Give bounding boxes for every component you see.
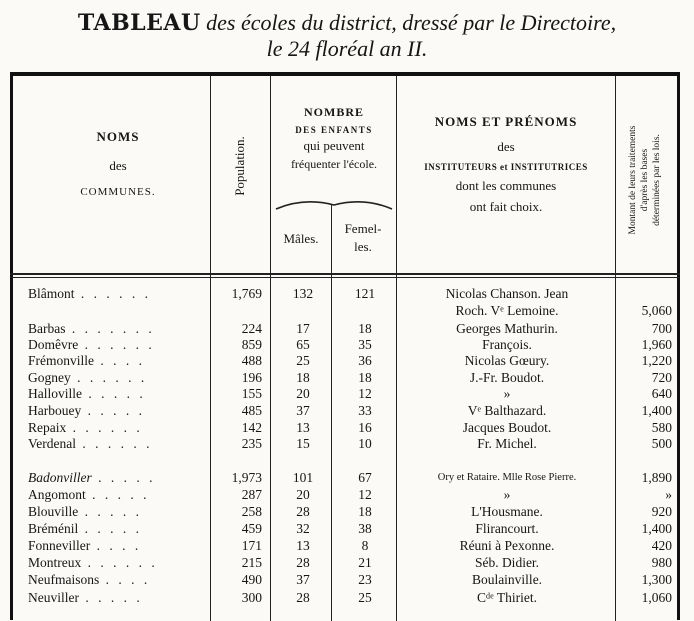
commune-cell bbox=[28, 436, 206, 452]
table-row bbox=[0, 590, 694, 606]
commune-name: Harbouey bbox=[28, 403, 82, 418]
instituteurs-cell: François. bbox=[482, 337, 532, 352]
population-cell: 215 bbox=[241, 555, 262, 570]
commune-cell bbox=[28, 572, 206, 588]
header-communes-line: des bbox=[109, 157, 127, 173]
montant-cell: 1,400 bbox=[641, 403, 672, 418]
montant-cell: 720 bbox=[651, 370, 672, 385]
leader-dots: . . . . bbox=[94, 353, 145, 368]
montant-cell: 1,890 bbox=[641, 470, 672, 485]
leader-dots: . . . . . bbox=[81, 403, 145, 418]
montant-cell: 1,220 bbox=[641, 353, 672, 368]
table-row bbox=[0, 538, 694, 554]
leader-dots: . . . . . bbox=[82, 386, 146, 401]
leader-dots: . . . . . . bbox=[70, 370, 148, 385]
leader-dots: . . . . . . bbox=[66, 420, 143, 435]
males-cell: 20 bbox=[296, 487, 310, 502]
instituteurs-cell: Georges Mathurin. bbox=[456, 321, 558, 336]
commune-name: Verdenal bbox=[28, 436, 76, 451]
population-cell: 459 bbox=[241, 521, 262, 536]
commune-cell bbox=[28, 555, 206, 571]
commune-cell bbox=[28, 521, 206, 537]
header-nombre bbox=[272, 106, 396, 172]
population-cell: 171 bbox=[241, 538, 262, 553]
montant-cell: 1,960 bbox=[641, 337, 672, 352]
males-cell: 28 bbox=[296, 555, 310, 570]
femelles-cell: 12 bbox=[358, 487, 372, 502]
table-row bbox=[0, 286, 694, 302]
leader-dots: . . . . bbox=[90, 538, 142, 553]
header-femelles bbox=[332, 222, 394, 255]
males-cell: 28 bbox=[296, 590, 310, 605]
males-cell: 65 bbox=[296, 337, 310, 352]
instituteurs-cell: L'Housmane. bbox=[471, 504, 543, 519]
title-bold: TABLEAU bbox=[77, 10, 201, 36]
header-femelles-line: Femel- bbox=[344, 221, 382, 236]
leader-dots: . . . . . . bbox=[75, 436, 153, 451]
table-row bbox=[0, 337, 694, 353]
header-population: Population. bbox=[232, 136, 247, 196]
table-row bbox=[0, 403, 694, 419]
instituteurs-cell: Boulainville. bbox=[471, 572, 543, 587]
femelles-cell: 25 bbox=[358, 590, 372, 605]
montant-cell: 980 bbox=[651, 555, 672, 570]
header-nombre-line: fréquenter l'école. bbox=[290, 157, 378, 172]
commune-cell bbox=[28, 470, 206, 486]
males-cell: 37 bbox=[296, 572, 310, 587]
femelles-cell: 18 bbox=[358, 370, 372, 385]
montant-cell: 1,400 bbox=[641, 521, 672, 536]
population-cell: 300 bbox=[241, 590, 262, 605]
commune-name: Neuviller bbox=[28, 590, 79, 605]
leader-dots: . . . . . bbox=[85, 487, 150, 502]
commune-cell bbox=[28, 420, 206, 436]
header-instituteurs-line: dont les communes bbox=[455, 178, 557, 194]
instituteurs-cell: Fr. Michel. bbox=[477, 436, 537, 451]
leader-dots: . . . . . bbox=[78, 521, 142, 536]
femelles-cell: 12 bbox=[358, 386, 372, 401]
femelles-cell: 35 bbox=[358, 337, 372, 352]
table-row bbox=[0, 321, 694, 337]
femelles-cell: 33 bbox=[358, 403, 372, 418]
commune-name: Blâmont bbox=[28, 286, 75, 301]
population-cell: 155 bbox=[241, 386, 262, 401]
males-cell: 18 bbox=[296, 370, 310, 385]
population-cell: 490 bbox=[241, 572, 262, 587]
header-communes-line: COMMUNES. bbox=[80, 185, 156, 198]
montant-cell: 1,300 bbox=[641, 572, 672, 587]
montant-cell: 500 bbox=[651, 436, 672, 451]
commune-name: Frémonville bbox=[28, 353, 94, 368]
table-row bbox=[0, 303, 694, 319]
commune-name: Angomont bbox=[28, 487, 86, 502]
males-cell: 101 bbox=[292, 470, 314, 485]
header-males: Mâles. bbox=[283, 231, 319, 246]
femelles-cell: 16 bbox=[358, 420, 372, 435]
leader-dots: . . . . . bbox=[78, 590, 143, 605]
commune-name: Montreux bbox=[28, 555, 82, 570]
title-rest: des écoles du district, dressé par le Directoire, bbox=[200, 10, 617, 35]
table-row bbox=[0, 470, 694, 486]
commune-cell bbox=[28, 538, 206, 554]
brace-ornament bbox=[274, 199, 394, 211]
commune-cell bbox=[28, 286, 206, 302]
header-montant bbox=[627, 100, 663, 260]
commune-cell bbox=[28, 487, 206, 503]
instituteurs-cell: Nicolas Gœury. bbox=[464, 353, 550, 368]
table-row bbox=[0, 504, 694, 520]
instituteurs-cell: Ory et Rataire. Mlle Rose Pierre. bbox=[437, 472, 577, 483]
femelles-cell: 10 bbox=[358, 436, 372, 451]
population-cell: 287 bbox=[241, 487, 262, 502]
document-subtitle: le 24 floréal an II. bbox=[266, 36, 428, 61]
leader-dots: . . . . . . bbox=[74, 286, 151, 301]
leader-dots: . . . . bbox=[99, 572, 151, 587]
commune-cell bbox=[28, 370, 206, 386]
instituteurs-cell: Vᵉ Balthazard. bbox=[467, 403, 547, 418]
population-cell: 488 bbox=[241, 353, 262, 368]
instituteurs-cell: Roch. Vᵉ Lemoine. bbox=[455, 303, 559, 318]
table-row bbox=[0, 370, 694, 386]
males-cell: 17 bbox=[296, 321, 310, 336]
commune-cell bbox=[28, 504, 206, 520]
header-montant-line: déterminées par les lois. bbox=[652, 134, 662, 226]
males-cell: 13 bbox=[296, 420, 310, 435]
montant-cell: 5,060 bbox=[641, 303, 672, 318]
population-cell: 1,769 bbox=[231, 286, 262, 301]
instituteurs-cell: Réuni à Pexonne. bbox=[459, 538, 555, 553]
population-cell: 196 bbox=[241, 370, 262, 385]
commune-name: Badonviller bbox=[28, 470, 92, 485]
instituteurs-cell: Nicolas Chanson. Jean bbox=[445, 286, 569, 301]
montant-cell: 1,060 bbox=[641, 590, 672, 605]
population-cell: 485 bbox=[241, 403, 262, 418]
commune-cell bbox=[28, 353, 206, 369]
header-communes-line: NOMS bbox=[96, 129, 140, 144]
header-montant-line: Montant de leurs traitements bbox=[628, 125, 638, 235]
males-cell: 25 bbox=[296, 353, 310, 368]
femelles-cell: 36 bbox=[358, 353, 372, 368]
header-montant-line: d'après les bases bbox=[640, 148, 650, 212]
instituteurs-cell: Séb. Didier. bbox=[474, 555, 540, 570]
commune-cell bbox=[28, 386, 206, 402]
leader-dots: . . . . . bbox=[78, 504, 142, 519]
femelles-cell: 18 bbox=[358, 504, 372, 519]
males-cell: 132 bbox=[292, 286, 314, 301]
commune-cell bbox=[28, 337, 206, 353]
instituteurs-cell: Flirancourt. bbox=[475, 521, 539, 536]
instituteurs-cell: J.-Fr. Boudot. bbox=[469, 370, 545, 385]
commune-name: Blouville bbox=[28, 504, 79, 519]
instituteurs-cell: Jacques Boudot. bbox=[462, 420, 552, 435]
commune-cell bbox=[28, 590, 206, 606]
commune-name: Neufmaisons bbox=[28, 572, 100, 587]
header-instituteurs-line: INSTITUTEURS et INSTITUTRICES bbox=[424, 161, 588, 172]
montant-cell: » bbox=[665, 487, 672, 502]
males-cell: 20 bbox=[296, 386, 310, 401]
table-row bbox=[0, 572, 694, 588]
table-row bbox=[0, 521, 694, 537]
header-instituteurs bbox=[398, 115, 614, 215]
montant-cell: 920 bbox=[651, 504, 672, 519]
table-row bbox=[0, 555, 694, 571]
femelles-cell: 8 bbox=[361, 538, 369, 553]
header-rule bbox=[10, 273, 680, 275]
males-cell: 37 bbox=[296, 403, 310, 418]
commune-name: Halloville bbox=[28, 386, 82, 401]
population-cell: 1,973 bbox=[231, 470, 262, 485]
table-row bbox=[0, 436, 694, 452]
commune-name: Gogney bbox=[28, 370, 71, 385]
commune-cell bbox=[28, 403, 206, 419]
population-cell: 235 bbox=[241, 436, 262, 451]
instituteurs-cell: » bbox=[503, 386, 511, 401]
leader-dots: . . . . . bbox=[91, 470, 156, 485]
table-row bbox=[0, 386, 694, 402]
commune-cell bbox=[28, 321, 206, 337]
header-nombre-line: DES ENFANTS bbox=[295, 124, 373, 135]
montant-cell: 700 bbox=[651, 321, 672, 336]
header-nombre-line: qui peuvent bbox=[303, 138, 365, 154]
commune-name: Barbas bbox=[28, 321, 66, 336]
header-rule-thin bbox=[10, 277, 680, 278]
header-nombre-line: NOMBRE bbox=[304, 105, 364, 119]
commune-name: Bréménil bbox=[28, 521, 79, 536]
leader-dots: . . . . . . . bbox=[65, 321, 155, 336]
femelles-cell: 67 bbox=[358, 470, 372, 485]
commune-name: Repaix bbox=[28, 420, 67, 435]
femelles-cell: 18 bbox=[358, 321, 372, 336]
header-instituteurs-line: des bbox=[497, 138, 515, 154]
header-communes bbox=[28, 130, 208, 199]
table-row bbox=[0, 353, 694, 369]
table-row bbox=[0, 420, 694, 436]
header-instituteurs-line: ont fait choix. bbox=[469, 199, 543, 215]
leader-dots: . . . . . . bbox=[78, 337, 155, 352]
femelles-cell: 21 bbox=[358, 555, 372, 570]
table-row bbox=[0, 487, 694, 503]
instituteurs-cell: » bbox=[503, 487, 511, 502]
header-instituteurs-line: NOMS ET PRÉNOMS bbox=[434, 114, 578, 129]
document-title bbox=[0, 10, 694, 36]
instituteurs-cell: Cᵈᵉ Thiriet. bbox=[477, 590, 537, 605]
header-femelles-line: les. bbox=[354, 238, 372, 254]
males-cell: 28 bbox=[296, 504, 310, 519]
femelles-cell: 121 bbox=[354, 286, 376, 301]
males-cell: 32 bbox=[296, 521, 310, 536]
commune-name: Domêvre bbox=[28, 337, 79, 352]
population-cell: 224 bbox=[241, 321, 262, 336]
leader-dots: . . . . . . bbox=[81, 555, 158, 570]
commune-name: Fonneviller bbox=[28, 538, 91, 553]
population-cell: 859 bbox=[241, 337, 262, 352]
population-cell: 142 bbox=[241, 420, 262, 435]
montant-cell: 640 bbox=[651, 386, 672, 401]
femelles-cell: 38 bbox=[358, 521, 372, 536]
montant-cell: 580 bbox=[651, 420, 672, 435]
males-cell: 13 bbox=[296, 538, 310, 553]
males-cell: 15 bbox=[296, 436, 310, 451]
population-cell: 258 bbox=[241, 504, 262, 519]
montant-cell: 420 bbox=[651, 538, 672, 553]
femelles-cell: 23 bbox=[358, 572, 372, 587]
